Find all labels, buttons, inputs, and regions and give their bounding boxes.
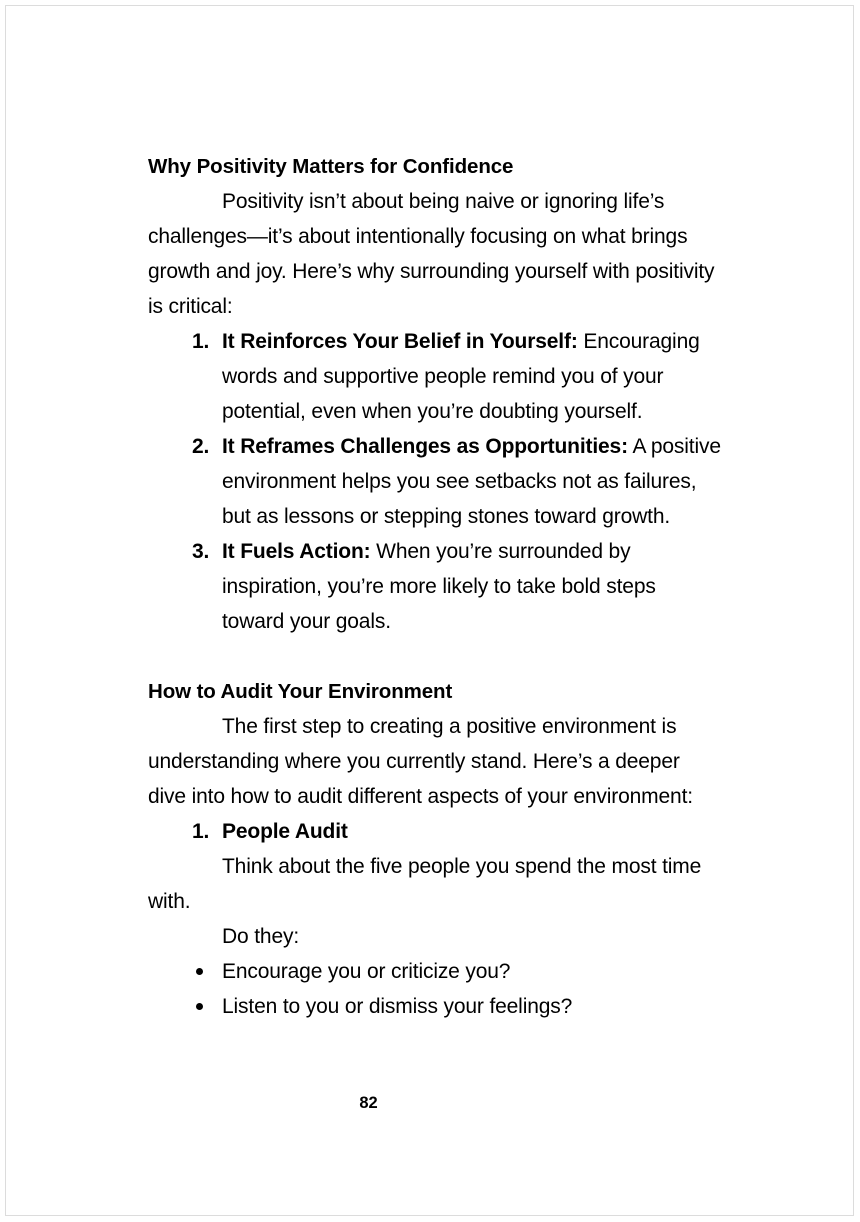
- list-item-text: Encourage you or criticize you?: [222, 960, 511, 983]
- list-item: [148, 814, 723, 849]
- list-item: [148, 954, 723, 989]
- list-item: [148, 989, 723, 1024]
- page-content: [148, 149, 723, 1024]
- section-heading-how-to-audit-your-environment: How to Audit Your Environment: [148, 680, 453, 703]
- list-item: [148, 429, 723, 534]
- document-page: [5, 5, 854, 1216]
- list-item-lead: It Reinforces Your Belief in Yourself:: [222, 330, 578, 353]
- list-item: [148, 324, 723, 429]
- people-audit-questions-list: [148, 954, 723, 1024]
- list-item-text: A positive environment helps you see setbacks not as failures, but as lessons or stepping stones toward growth.: [222, 435, 721, 528]
- list-item-marker: 1.: [192, 820, 210, 843]
- list-item-text: Listen to you or dismiss your feelings?: [222, 995, 573, 1018]
- people-audit-body-text: Think about the five people you spend the most time with.: [148, 855, 702, 913]
- list-item-lead: People Audit: [222, 820, 348, 843]
- section-heading-why-positivity-matters: Why Positivity Matters for Confidence: [148, 155, 514, 178]
- page-number: 82: [359, 1094, 378, 1112]
- list-item-marker: 1.: [192, 330, 210, 353]
- bullet-icon: [196, 968, 203, 975]
- list-item-text: Encouraging words and supportive people remind you of your potential, even when you’re doubting yourself.: [222, 330, 700, 423]
- list-item: [148, 534, 723, 639]
- list-item-marker: 3.: [192, 540, 210, 563]
- section-spacer: [148, 639, 723, 674]
- list-item-marker: 2.: [192, 435, 210, 458]
- section-paragraph-how-to-audit-your-environment: The first step to creating a positive environment is understanding where you currently stand. Here’s a deeper dive into how to audit different aspects of your environment:: [148, 715, 693, 808]
- people-audit-prompt: Do they:: [222, 925, 300, 948]
- list-item-lead: It Reframes Challenges as Opportunities:: [222, 435, 628, 458]
- section-paragraph-why-positivity-matters: Positivity isn’t about being naive or ignoring life’s challenges—it’s about intentionally focusing on what brings growth and joy. Here’s why surrounding yourself with positivity is critical:: [148, 190, 715, 318]
- audit-steps-list: [148, 814, 723, 849]
- positivity-reasons-list: [148, 324, 723, 639]
- list-item-text: When you’re surrounded by inspiration, you’re more likely to take bold steps toward your goals.: [222, 540, 656, 633]
- list-item-lead: It Fuels Action:: [222, 540, 371, 563]
- bullet-icon: [196, 1003, 203, 1010]
